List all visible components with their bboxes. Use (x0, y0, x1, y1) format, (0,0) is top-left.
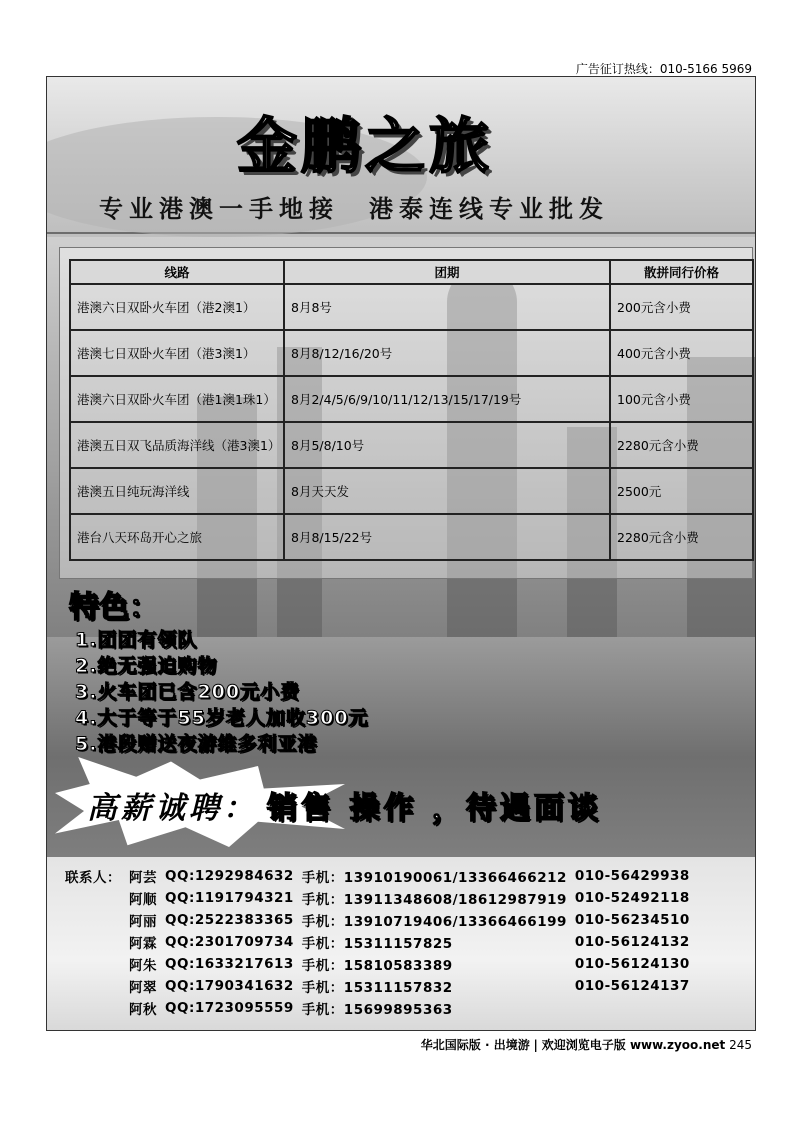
contact-row (61, 997, 694, 1019)
route-cell: 港澳五日纯玩海洋线 (70, 468, 284, 514)
header-route: 线路 (70, 260, 284, 284)
contact-qq: QQ:2522383365 (165, 912, 294, 928)
page-footer (421, 1036, 752, 1053)
table-row (70, 330, 753, 376)
price-cell: 200元含小费 (610, 284, 753, 330)
contact-mobile: 手机：15810583389 (301, 958, 453, 974)
contact-name: 阿丽 (129, 914, 157, 930)
dates-cell: 8月8/12/16/20号 (284, 330, 610, 376)
contact-row (61, 931, 694, 953)
contact-qq: QQ:1633217613 (165, 956, 294, 972)
contact-qq: QQ:1191794321 (165, 890, 294, 906)
feature-item: 2.绝无强迫购物 (75, 655, 218, 677)
table-row (70, 422, 753, 468)
contact-phone: 010-56429938 (574, 868, 690, 884)
price-cell: 2280元含小费 (610, 514, 753, 560)
brand-title: 金鹏之旅 (237, 112, 493, 182)
feature-item: 5.港段赠送夜游维多利亚港 (75, 733, 318, 755)
contact-qq: QQ:1292984632 (165, 868, 294, 884)
feature-item: 1.团团有领队 (75, 629, 198, 651)
price-cell: 2500元 (610, 468, 753, 514)
dates-cell: 8月天天发 (284, 468, 610, 514)
route-cell: 港澳六日双卧火车团（港1澳1珠1） (70, 376, 284, 422)
contact-name: 阿芸 (129, 870, 157, 886)
page-number: 245 (729, 1038, 752, 1052)
price-cell: 400元含小费 (610, 330, 753, 376)
hiring-banner (87, 783, 602, 827)
contacts-label: 联系人： (65, 870, 121, 886)
contact-row (61, 909, 694, 931)
hiring-lead: 高薪诚聘： (87, 791, 257, 826)
contact-phone: 010-52492118 (574, 890, 690, 906)
table-header-row (70, 260, 753, 284)
footer-edition: 华北国际版 · 出境游 (420, 1038, 530, 1052)
contact-qq: QQ:2301709734 (165, 934, 294, 950)
header-dates: 团期 (284, 260, 610, 284)
dates-cell: 8月8/15/22号 (284, 514, 610, 560)
top-hotline: 广告征订热线：010-5166 5969 (575, 62, 752, 76)
feature-item: 3.火车团已含200元小费 (75, 681, 301, 703)
contact-row (61, 865, 694, 887)
ad-header (47, 77, 755, 234)
dates-cell: 8月8号 (284, 284, 610, 330)
contact-mobile: 手机：13910190061/13366466212 (301, 870, 567, 886)
contact-mobile: 手机：15699895363 (301, 1002, 453, 1018)
contact-mobile: 手机：13910719406/13366466199 (301, 914, 567, 930)
contact-mobile: 手机：13911348608/18612987919 (301, 892, 567, 908)
footer-separator: | (533, 1038, 538, 1052)
table-row (70, 468, 753, 514)
table-row (70, 514, 753, 560)
footer-site: 欢迎浏览电子版 www.zyoo.net (541, 1038, 726, 1052)
route-cell: 港澳五日双飞品质海洋线（港3澳1） (70, 422, 284, 468)
contact-name: 阿秋 (129, 1002, 157, 1018)
route-cell: 港澳六日双卧火车团（港2澳1） (70, 284, 284, 330)
dates-cell: 8月2/4/5/6/9/10/11/12/13/15/17/19号 (284, 376, 610, 422)
contact-qq: QQ:1790341632 (165, 978, 294, 994)
features-title: 特色： (69, 590, 159, 625)
table-row (70, 376, 753, 422)
contact-phone: 010-56124130 (574, 956, 690, 972)
contact-name: 阿顺 (129, 892, 157, 908)
contact-mobile: 手机：15311157825 (301, 936, 453, 952)
tagline: 专业港澳一手地接 港泰连线专业批发 (99, 195, 609, 223)
route-cell: 港台八天环岛开心之旅 (70, 514, 284, 560)
contact-qq: QQ:1723095559 (165, 1000, 294, 1016)
header-price: 散拼同行价格 (610, 260, 753, 284)
route-cell: 港澳七日双卧火车团（港3澳1） (70, 330, 284, 376)
dates-cell: 8月5/8/10号 (284, 422, 610, 468)
contact-row (61, 953, 694, 975)
contact-phone (571, 997, 694, 1019)
contact-name: 阿霖 (129, 936, 157, 952)
price-cell: 100元含小费 (610, 376, 753, 422)
price-cell: 2280元含小费 (610, 422, 753, 468)
feature-item: 4.大于等于55岁老人加收300元 (75, 707, 369, 729)
contact-row (61, 887, 694, 909)
contact-name: 阿翠 (129, 980, 157, 996)
hiring-positions: 销售 操作 ，待遇面谈 (267, 791, 602, 826)
routes-table (69, 259, 754, 561)
advertisement (46, 76, 756, 1031)
features-list (75, 627, 369, 757)
table-row (70, 284, 753, 330)
contact-mobile: 手机：15311157832 (301, 980, 453, 996)
contact-row (61, 975, 694, 997)
contact-phone: 010-56234510 (574, 912, 690, 928)
contacts-table (61, 865, 694, 1019)
contact-name: 阿朱 (129, 958, 157, 974)
contact-phone: 010-56124132 (574, 934, 690, 950)
contact-phone: 010-56124137 (574, 978, 690, 994)
